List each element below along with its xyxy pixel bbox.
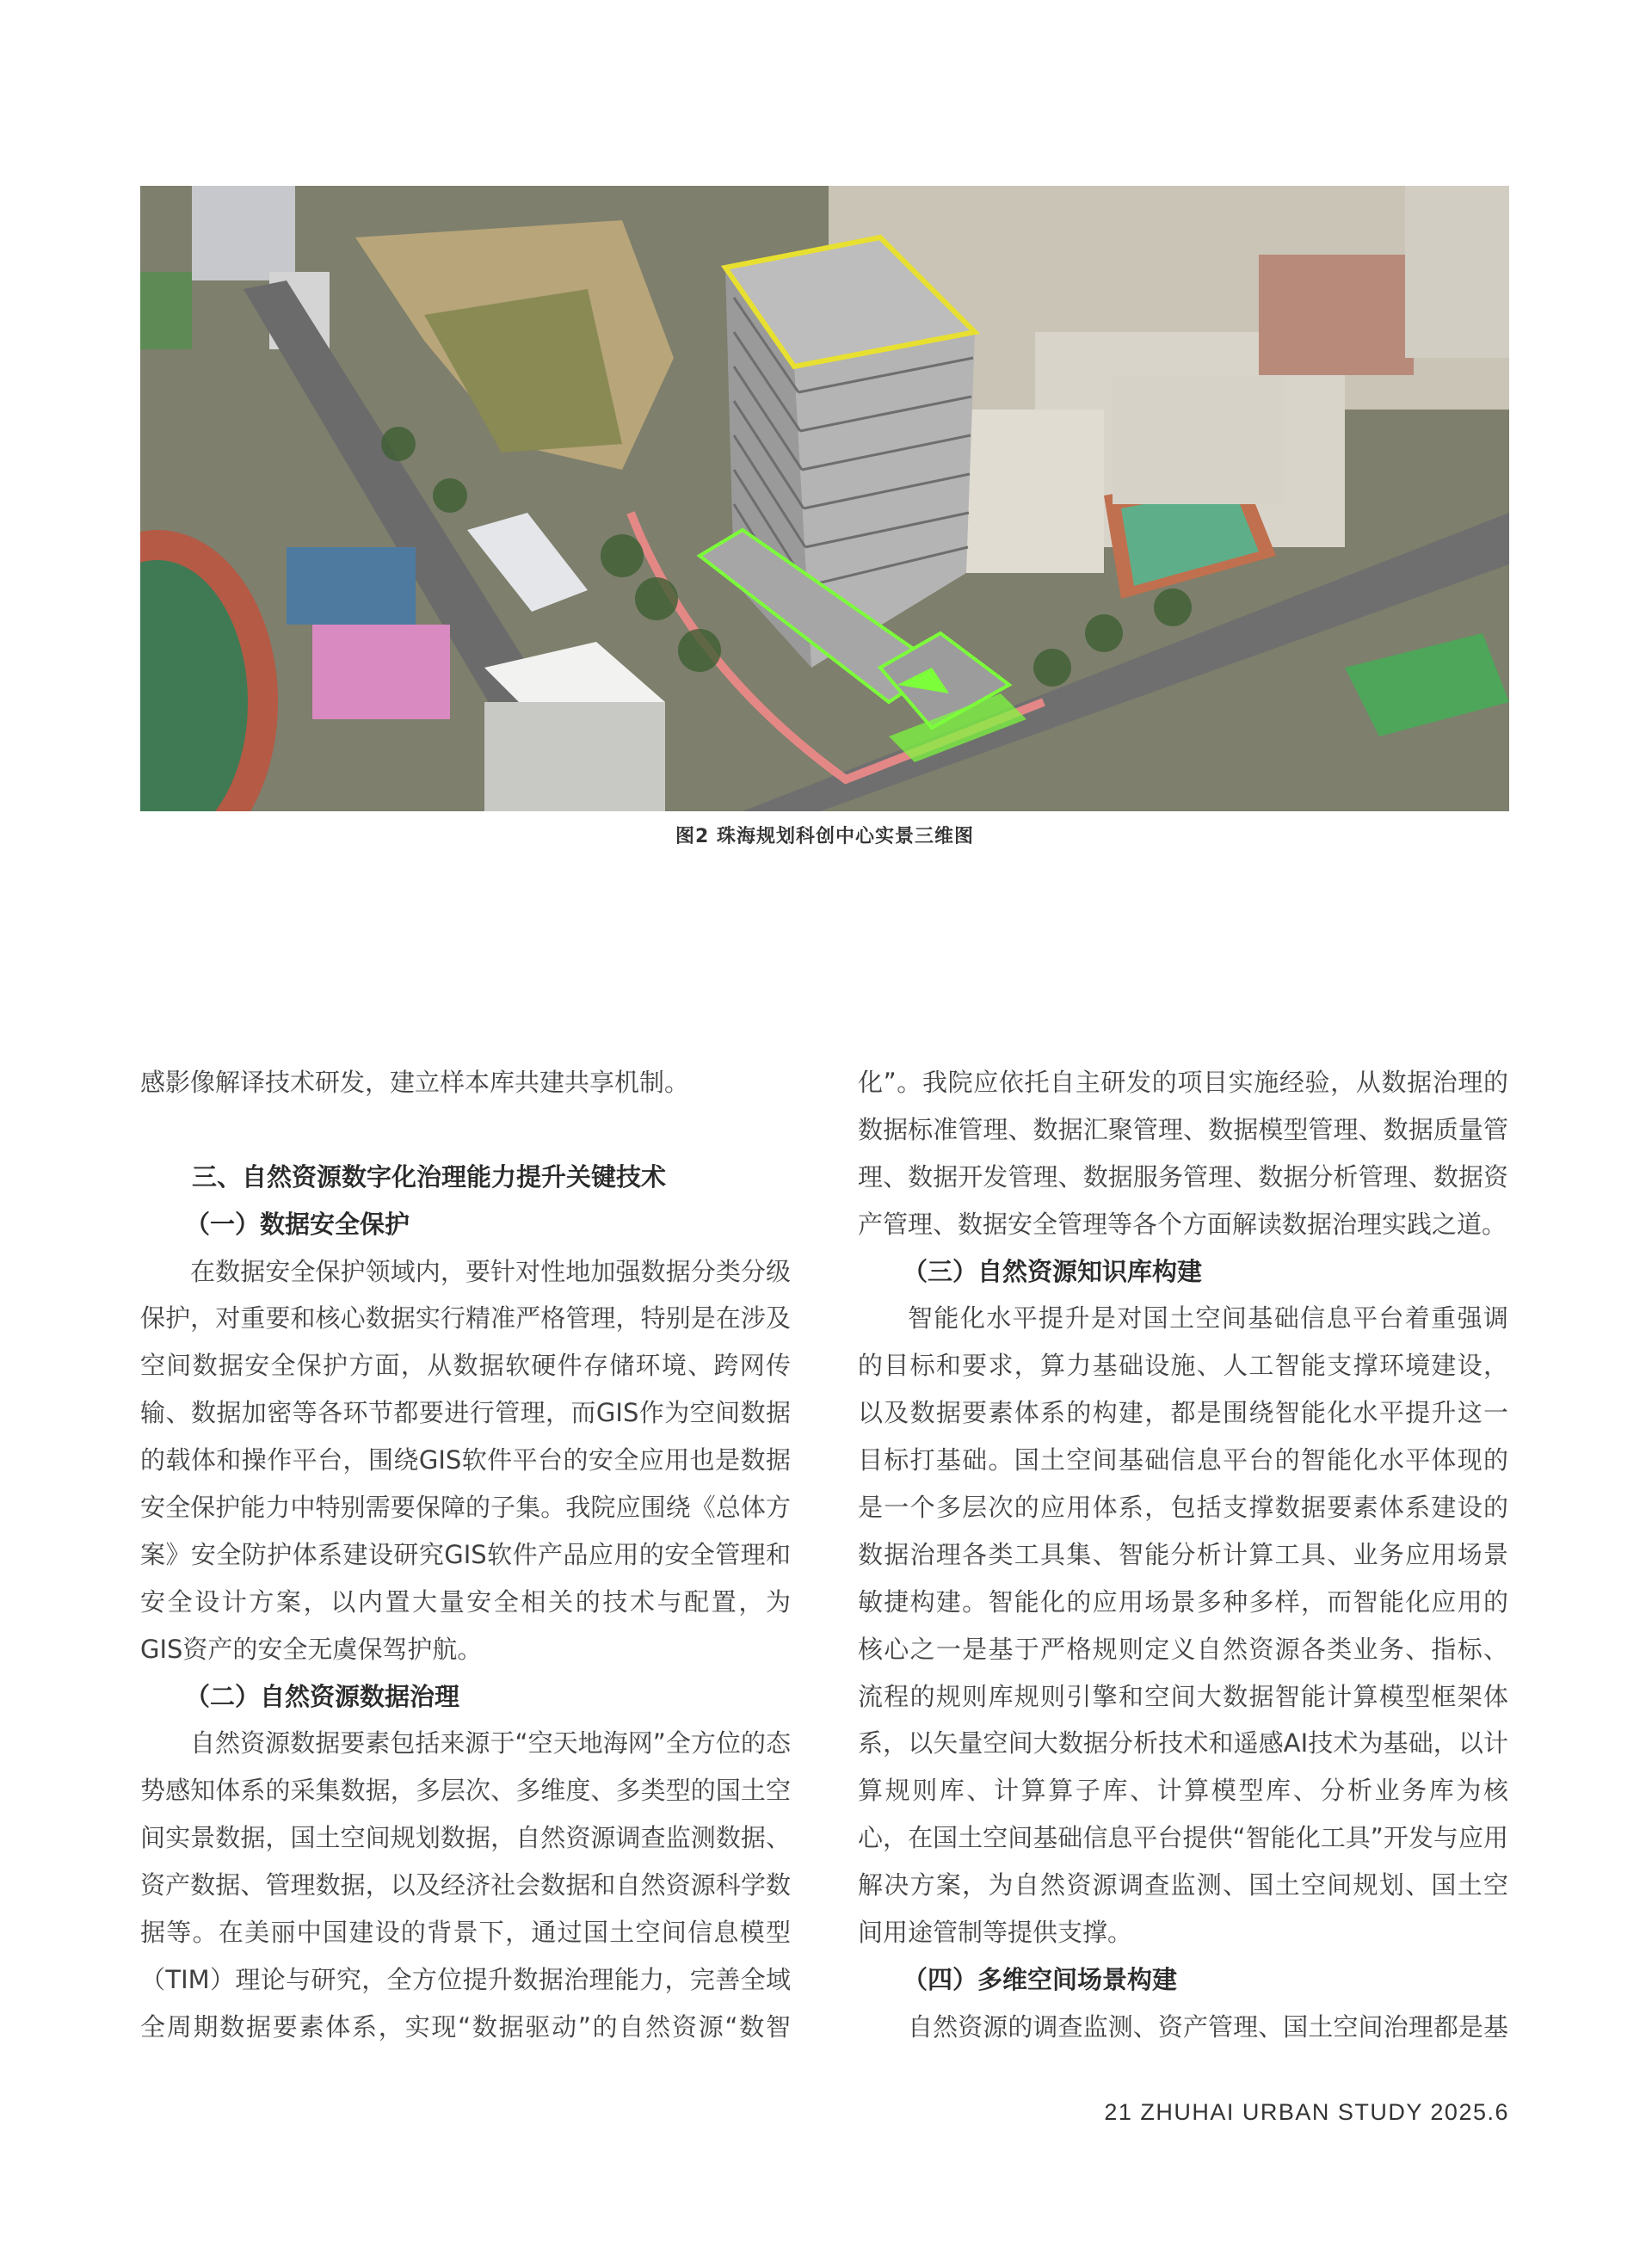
body-text-line: 以及数据要素体系的构建，都是围绕智能化水平提升这一 [858, 1398, 1508, 1428]
subsection-heading: （三）自然资源知识库构建 [903, 1256, 1203, 1286]
subsection-heading: （四）多维空间场景构建 [903, 1964, 1178, 1994]
body-text-line: 理、数据开发管理、数据服务管理、数据分析管理、数据资 [858, 1161, 1508, 1192]
body-text-line: GIS资产的安全无虞保驾护航。 [140, 1634, 483, 1664]
subsection-heading: （一）数据安全保护 [185, 1209, 410, 1239]
figure-caption: 图2 珠海规划科创中心实景三维图 [675, 826, 974, 847]
body-text-line: 是一个多层次的应用体系，包括支撑数据要素体系建设的 [858, 1493, 1508, 1523]
body-text-line: 案》安全防护体系建设研究GIS软件产品应用的安全管理和 [140, 1539, 791, 1569]
body-text-line: 全周期数据要素体系，实现“数据驱动”的自然资源“数智 [140, 2011, 791, 2042]
body-text-line: 算规则库、计算算子库、计算模型库、分析业务库为核 [858, 1776, 1508, 1806]
body-text-line: 产管理、数据安全管理等各个方面解读数据治理实践之道。 [858, 1209, 1507, 1239]
section-heading: 三、自然资源数字化治理能力提升关键技术 [192, 1161, 667, 1192]
subsection-heading: （二）自然资源数据治理 [185, 1681, 460, 1711]
body-text-line: 安全设计方案，以内置大量安全相关的技术与配置，为 [140, 1586, 791, 1617]
body-text-line: 间实景数据，国土空间规划数据，自然资源调查监测数据、 [140, 1823, 791, 1853]
body-text-line: 核心之一是基于严格规则定义自然资源各类业务、指标、 [858, 1634, 1508, 1664]
aerial-3d-illustration [140, 186, 1509, 811]
body-text-line: 感影像解译技术研发，建立样本库共建共享机制。 [140, 1068, 690, 1097]
body-text-line: （TIM）理论与研究，全方位提升数据治理能力，完善全域 [140, 1964, 791, 1994]
right-text-column [858, 1059, 1508, 2051]
body-text-line: 间用途管制等提供支撑。 [858, 1918, 1133, 1948]
body-text-line: 空间数据安全保护方面，从数据软硬件存储环境、跨网传 [140, 1351, 791, 1381]
body-text-line: 系，以矢量空间大数据分析技术和遥感AI技术为基础，以计 [858, 1728, 1508, 1758]
body-text-line: 目标打基础。国土空间基础信息平台的智能化水平体现的 [858, 1445, 1508, 1475]
blank-line [140, 1106, 791, 1154]
body-text-line: 敏捷构建。智能化的应用场景多种多样，而智能化应用的 [858, 1586, 1508, 1617]
body-text-line: 流程的规则库规则引擎和空间大数据智能计算模型框架体 [858, 1681, 1508, 1711]
body-text-line: 势感知体系的采集数据，多层次、多维度、多类型的国土空 [140, 1776, 791, 1806]
body-text-line: 自然资源的调查监测、资产管理、国土空间治理都是基 [908, 2011, 1508, 2042]
body-text-line: 据等。在美丽中国建设的背景下，通过国土空间信息模型 [140, 1918, 791, 1948]
page-footer: 21 ZHUHAI URBAN STUDY 2025.6 [1104, 2099, 1509, 2125]
body-text-line: 资产数据、管理数据，以及经济社会数据和自然资源科学数 [140, 1870, 791, 1900]
body-text-line: 智能化水平提升是对国土空间基础信息平台着重强调 [908, 1303, 1508, 1333]
body-text-line: 输、数据加密等各环节都要进行管理，而GIS作为空间数据 [140, 1398, 791, 1428]
body-text-line: 的目标和要求，算力基础设施、人工智能支撑环境建设， [858, 1351, 1508, 1381]
body-text-line: 解决方案，为自然资源调查监测、国土空间规划、国土空 [858, 1870, 1508, 1900]
body-text-line: 保护，对重要和核心数据实行精准严格管理，特别是在涉及 [140, 1303, 791, 1333]
body-text-line: 心，在国土空间基础信息平台提供“智能化工具”开发与应用 [858, 1823, 1508, 1853]
body-text-line: 的载体和操作平台，围绕GIS软件平台的安全应用也是数据 [140, 1445, 791, 1475]
left-text-column [140, 1059, 791, 2051]
body-text-line: 安全保护能力中特别需要保障的子集。我院应围绕《总体方 [140, 1493, 791, 1523]
body-text-line: 数据治理各类工具集、智能分析计算工具、业务应用场景 [858, 1539, 1508, 1569]
body-text-line: 自然资源数据要素包括来源于“空天地海网”全方位的态 [190, 1728, 791, 1758]
aerial-3d-photo [140, 186, 1509, 811]
body-text-line: 数据标准管理、数据汇聚管理、数据模型管理、数据质量管 [858, 1114, 1508, 1144]
body-text-line: 化”。我院应依托自主研发的项目实施经验，从数据治理的 [858, 1068, 1508, 1097]
body-text-line: 在数据安全保护领域内，要针对性地加强数据分类分级 [190, 1256, 791, 1286]
